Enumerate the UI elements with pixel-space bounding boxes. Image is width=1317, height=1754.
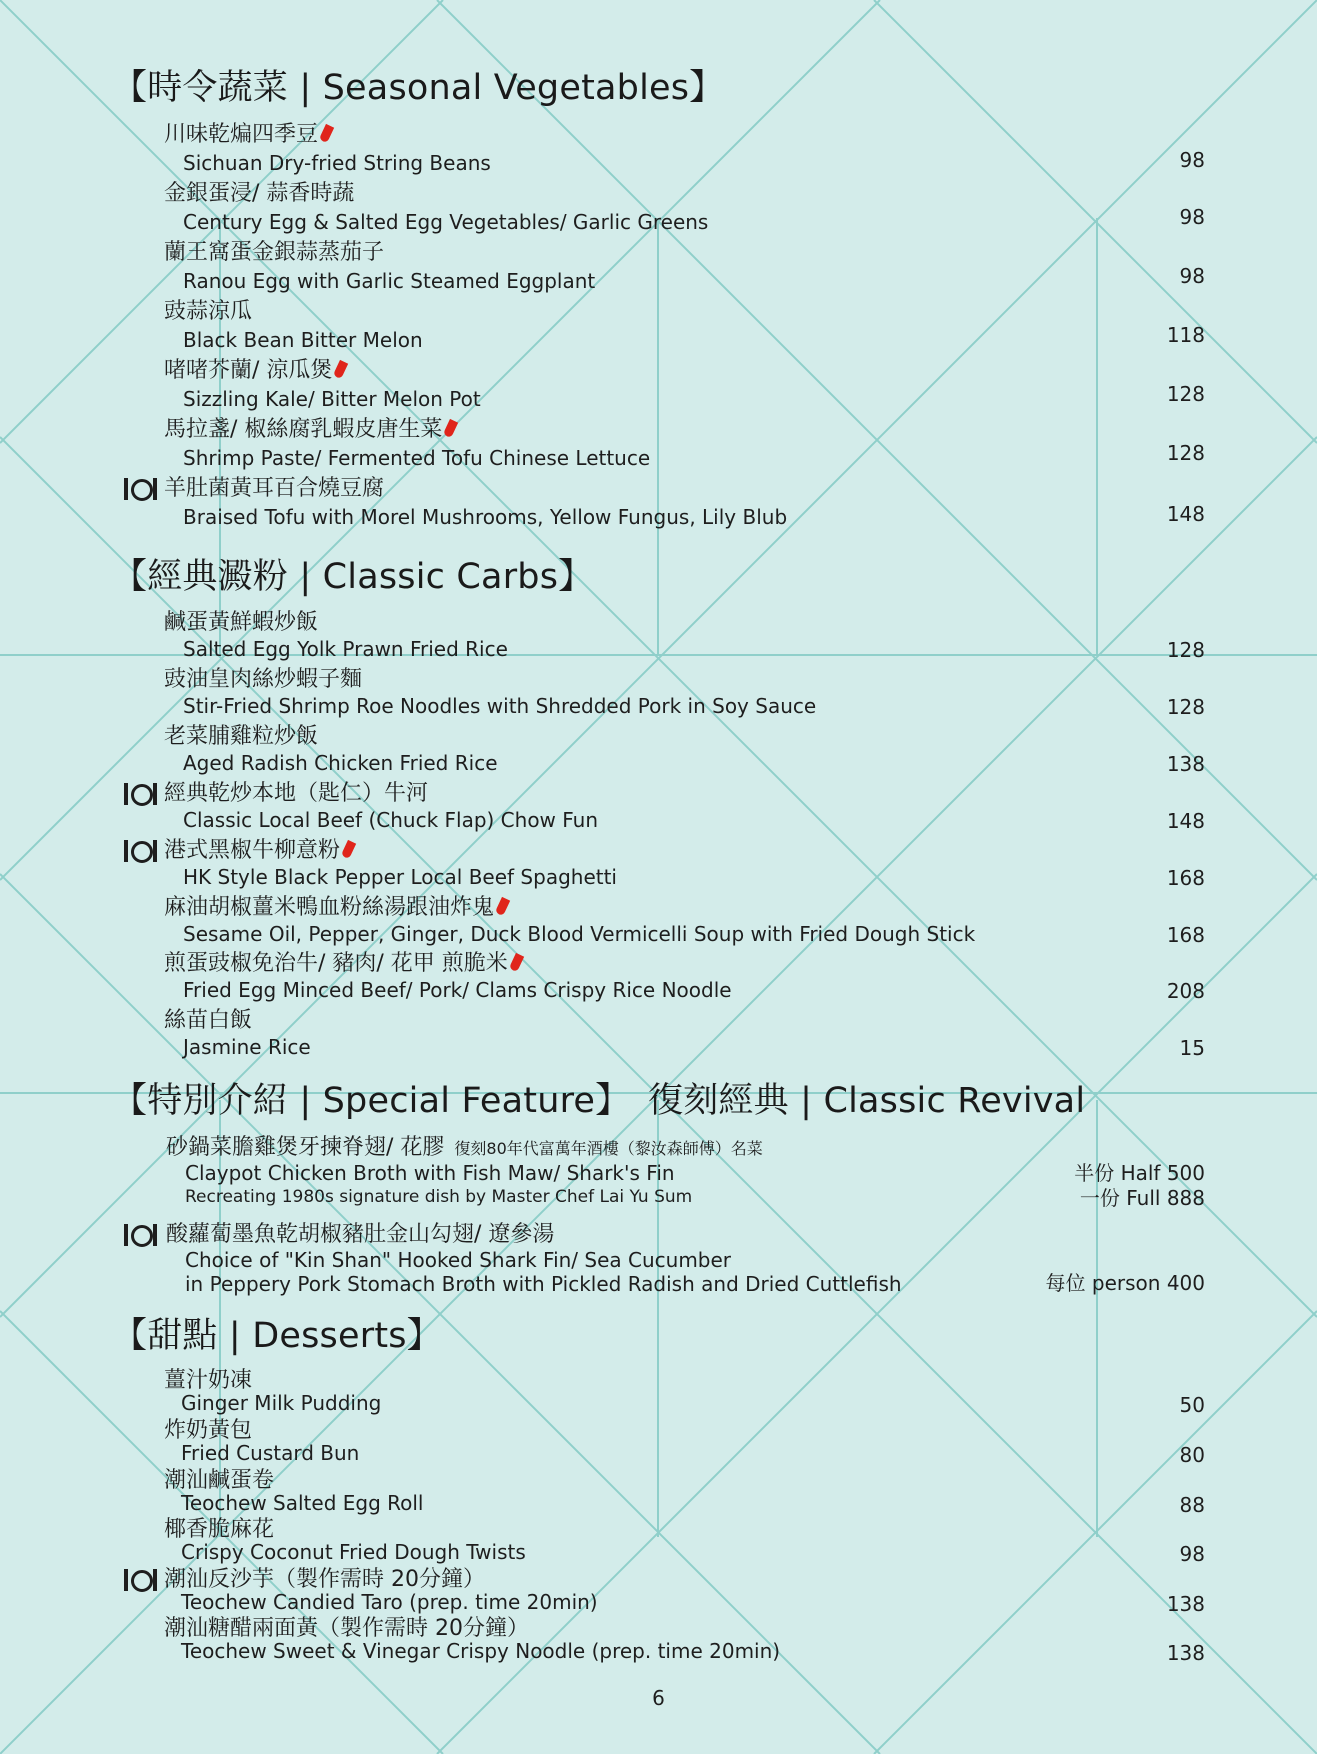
dish-name-cn: 豉油皇肉絲炒蝦子麵 [164,667,363,692]
dish-price: 128 [1166,638,1205,662]
dish-price: 168 [1166,923,1205,947]
dish-name-cn: 酸蘿蔔墨魚乾胡椒豬肚金山勾翅/ 遼參湯 [166,1222,555,1247]
dish-price: 88 [1179,1493,1205,1517]
dish-price: 148 [1166,809,1205,833]
dish-name-cn: 鹹蛋黃鮮蝦炒飯 [164,610,319,635]
dish-name-cn: 蘭王窩蛋金銀蒜蒸茄子 [164,240,385,265]
dish-note: 復刻80年代富萬年酒樓（黎汝森師傅）名菜 [454,1139,763,1158]
chili-icon [333,360,348,379]
dish-name-en: Classic Local Beef (Chuck Flap) Chow Fun [183,808,599,832]
dish-name-cn: 羊肚菌黃耳百合燒豆腐 [164,476,385,501]
dish-name-cn: 炸奶黃包 [164,1418,253,1443]
dish-name-en: Teochew Salted Egg Roll [181,1491,424,1515]
chili-icon [495,897,510,916]
dish-name-en: Shrimp Paste/ Fermented Tofu Chinese Lettuce [183,446,651,470]
dish-name-cn: 馬拉盞/ 椒絲腐乳蝦皮唐生菜 [164,417,443,442]
dish-name-en: Black Bean Bitter Melon [183,328,423,352]
dish-name-en: Salted Egg Yolk Prawn Fried Rice [183,637,508,661]
price-half: 半份 Half 500 [1074,1161,1205,1185]
dish-name-en: Braised Tofu with Morel Mushrooms, Yellow Fungus, Lily Blub [183,505,788,529]
dish-name-en: Stir-Fried Shrimp Roe Noodles with Shredded Pork in Soy Sauce [183,694,817,718]
chili-icon [509,953,524,972]
dish-name-en: Ranou Egg with Garlic Steamed Eggplant [183,269,596,293]
dish-name-cn: 港式黑椒牛柳意粉 [164,838,341,863]
dish-price: 80 [1179,1443,1205,1467]
signature-dish-icon [124,840,158,862]
signature-dish-icon [124,1224,158,1246]
dish-name-cn: 潮汕鹹蛋卷 [164,1468,275,1493]
dish-name-en: Claypot Chicken Broth with Fish Maw/ Shark's Fin [185,1161,675,1185]
dish-name-cn: 老菜脯雞粒炒飯 [164,724,319,749]
dish-name-cn: 砂鍋菜膽雞煲牙揀脊翅/ 花膠 [166,1135,445,1160]
dish-name-en: Fried Custard Bun [181,1441,360,1465]
dish-price: 168 [1166,866,1205,890]
dish-name-en: HK Style Black Pepper Local Beef Spaghetti [183,865,617,889]
page-number: 6 [652,1686,665,1710]
dish-name-en: Fried Egg Minced Beef/ Pork/ Clams Crispy Rice Noodle [183,978,732,1002]
dish-name-cn: 金銀蛋浸/ 蒜香時蔬 [164,181,355,206]
dish-name-en: Choice of "Kin Shan" Hooked Shark Fin/ Sea Cucumber [185,1248,732,1272]
dish-name-cn: 薑汁奶凍 [164,1368,253,1393]
dish-name-en: Teochew Sweet & Vinegar Crispy Noodle (prep. time 20min) [181,1639,781,1663]
dish-name-cn: 啫啫芥蘭/ 涼瓜煲 [164,358,333,383]
dish-name-en: Sesame Oil, Pepper, Ginger, Duck Blood Vermicelli Soup with Fried Dough Stick [183,922,976,946]
dish-price: 128 [1166,382,1205,406]
dish-price: 128 [1166,695,1205,719]
dish-name-cn: 煎蛋豉椒免治牛/ 豬肉/ 花甲 煎脆米 [164,951,508,976]
dish-price: 128 [1166,441,1205,465]
signature-dish-icon [124,478,158,500]
dish-description: Recreating 1980s signature dish by Master Chef Lai Yu Sum [185,1187,693,1207]
dish-description: in Peppery Pork Stomach Broth with Pickled Radish and Dried Cuttlefish [185,1272,902,1296]
dish-price: 50 [1179,1393,1205,1417]
dish-price: 98 [1179,1542,1205,1566]
chili-icon [443,419,458,438]
dish-name-en: Aged Radish Chicken Fried Rice [183,751,498,775]
dish-name-cn: 川味乾煸四季豆 [164,122,319,147]
price-full: 一份 Full 888 [1079,1186,1205,1210]
dish-price: 15 [1179,1036,1205,1060]
dish-price: 98 [1179,264,1205,288]
dish-name-en: Teochew Candied Taro (prep. time 20min) [181,1590,598,1614]
dish-name-en: Crispy Coconut Fried Dough Twists [181,1540,526,1564]
dish-price: 208 [1166,979,1205,1003]
dish-name-cn: 潮汕糖醋兩面黃（製作需時 20分鐘） [164,1616,529,1641]
dish-name-cn: 麻油胡椒薑米鴨血粉絲湯跟油炸鬼 [164,895,495,920]
dish-name-en: Sizzling Kale/ Bitter Melon Pot [183,387,481,411]
section-heading-vegetables: 【時令蔬菜 | Seasonal Vegetables】 [112,68,725,108]
section-heading-desserts: 【甜點 | Desserts】 [112,1316,442,1356]
dish-name-cn: 絲苗白飯 [164,1008,253,1033]
dish-name-cn: 潮汕反沙芋（製作需時 20分鐘） [164,1567,485,1592]
dish-name-en: Century Egg & Salted Egg Vegetables/ Garlic Greens [183,210,709,234]
dish-name-en: Ginger Milk Pudding [181,1391,382,1415]
dish-price: 138 [1166,1641,1205,1665]
chili-icon [319,124,334,143]
dish-name-cn: 椰香脆麻花 [164,1517,275,1542]
dish-price: 138 [1166,752,1205,776]
section-heading-special: 【特別介紹 | Special Feature】 復刻經典 | Classic Revival [112,1081,1086,1121]
dish-name-cn: 豉蒜涼瓜 [164,299,253,324]
signature-dish-icon [124,1569,158,1591]
chili-icon [341,840,356,859]
dish-price: 148 [1166,502,1205,526]
dish-name-cn: 經典乾炒本地（匙仁）牛河 [164,781,429,806]
dish-price: 118 [1166,323,1205,347]
section-heading-carbs: 【經典澱粉 | Classic Carbs】 [112,557,594,597]
dish-price: 每位 person 400 [1045,1271,1205,1295]
dish-name-en: Jasmine Rice [183,1035,311,1059]
dish-price: 98 [1179,205,1205,229]
dish-price: 98 [1179,148,1205,172]
signature-dish-icon [124,783,158,805]
dish-price: 138 [1166,1592,1205,1616]
dish-name-en: Sichuan Dry-fried String Beans [183,151,491,175]
